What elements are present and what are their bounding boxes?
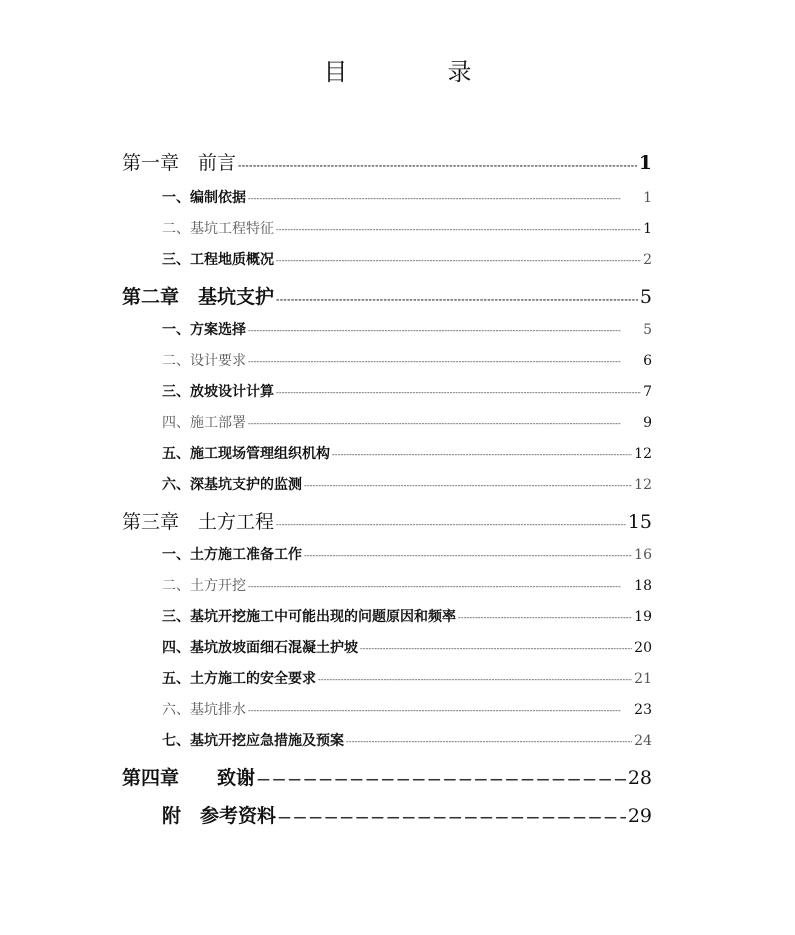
toc-page-number: 28 bbox=[627, 767, 652, 789]
toc-page-number: 23 bbox=[634, 702, 652, 718]
toc-entry-2-3[interactable] bbox=[162, 381, 652, 401]
title-char-2: 录 bbox=[447, 58, 472, 86]
toc-page-number: 2 bbox=[643, 252, 652, 268]
dot-leader bbox=[276, 383, 641, 399]
toc-entry-label: 附 参考资料 bbox=[162, 805, 277, 827]
toc-entry-chapter-3[interactable] bbox=[122, 507, 652, 534]
dot-leader bbox=[238, 151, 637, 173]
toc-entry-label: 第三章 土方工程 bbox=[122, 511, 275, 533]
toc-entry-label: 四、基坑放坡面细石混凝土护坡 bbox=[162, 640, 358, 656]
toc-entry-label: 第二章 基坑支护 bbox=[122, 286, 275, 308]
dot-leader bbox=[318, 670, 632, 686]
toc-page-number: 20 bbox=[634, 640, 652, 656]
toc-entry-3-3[interactable] bbox=[162, 606, 652, 626]
dot-leader bbox=[248, 701, 632, 717]
toc-page-number: 15 bbox=[627, 511, 652, 533]
toc-page-number: 24 bbox=[634, 733, 652, 749]
toc-page-number: 12 bbox=[634, 446, 652, 462]
toc-entry-appendix[interactable] bbox=[162, 801, 652, 828]
toc-entry-label: 二、土方开挖 bbox=[162, 578, 246, 594]
dash-leader bbox=[257, 766, 626, 788]
dot-leader bbox=[276, 285, 638, 307]
toc-page-number: 29 bbox=[627, 805, 652, 827]
dot-leader bbox=[346, 732, 632, 748]
dot-leader bbox=[332, 445, 632, 461]
toc-entry-label: 三、放坡设计计算 bbox=[162, 384, 274, 400]
toc-entry-1-2[interactable] bbox=[162, 218, 652, 238]
toc-entry-label: 七、基坑开挖应急措施及预案 bbox=[162, 733, 344, 749]
dot-leader bbox=[458, 608, 632, 624]
toc-page-number: 1 bbox=[643, 221, 652, 237]
dot-leader bbox=[304, 546, 632, 562]
toc-entry-label: 二、设计要求 bbox=[162, 353, 246, 369]
toc-page-number: 5 bbox=[643, 322, 652, 338]
toc-entry-chapter-2[interactable] bbox=[122, 282, 652, 309]
toc-page-number: 1 bbox=[643, 190, 652, 206]
toc-page-number: 7 bbox=[643, 384, 652, 400]
page-title bbox=[0, 52, 795, 87]
toc-page-number: 12 bbox=[634, 477, 652, 493]
toc-entry-3-5[interactable] bbox=[162, 668, 652, 688]
toc-entry-label: 二、基坑工程特征 bbox=[162, 221, 274, 237]
toc-entry-1-3[interactable] bbox=[162, 249, 652, 269]
toc-entry-label: 五、施工现场管理组织机构 bbox=[162, 446, 330, 462]
toc-entry-label: 第四章 致谢 bbox=[122, 767, 256, 789]
toc-page-number: 16 bbox=[634, 547, 652, 563]
toc-entry-label: 五、土方施工的安全要求 bbox=[162, 671, 316, 687]
toc-entry-3-1[interactable] bbox=[162, 544, 652, 564]
toc-entry-2-4[interactable] bbox=[162, 412, 652, 432]
toc-entry-label: 一、方案选择 bbox=[162, 322, 246, 338]
toc-entry-3-6[interactable] bbox=[162, 699, 652, 719]
toc-entry-label: 四、施工部署 bbox=[162, 415, 246, 431]
toc-entry-chapter-1[interactable] bbox=[122, 148, 652, 175]
title-char-1: 目 bbox=[323, 58, 348, 86]
toc-entry-2-5[interactable] bbox=[162, 443, 652, 463]
toc-entry-2-1[interactable] bbox=[162, 319, 652, 339]
toc-entry-label: 一、编制依据 bbox=[162, 190, 246, 206]
toc-entry-label: 三、基坑开挖施工中可能出现的问题原因和频率 bbox=[162, 609, 456, 625]
toc-entry-chapter-4[interactable] bbox=[122, 763, 652, 790]
toc-page-number: 21 bbox=[634, 671, 652, 687]
toc-entry-label: 六、基坑排水 bbox=[162, 702, 246, 718]
dot-leader bbox=[276, 220, 641, 236]
toc-entry-1-1[interactable] bbox=[162, 187, 652, 207]
dot-leader bbox=[276, 510, 626, 532]
toc-entry-3-7[interactable] bbox=[162, 730, 652, 750]
toc-entry-label: 一、土方施工准备工作 bbox=[162, 547, 302, 563]
toc-page-number: 1 bbox=[638, 152, 652, 174]
toc-entry-2-2[interactable] bbox=[162, 350, 652, 370]
dot-leader bbox=[248, 189, 641, 205]
toc-entry-label: 第一章 前言 bbox=[122, 152, 237, 174]
toc-entry-3-4[interactable] bbox=[162, 637, 652, 657]
dot-leader bbox=[248, 352, 641, 368]
toc-page-number: 18 bbox=[634, 578, 652, 594]
toc-page-number: 9 bbox=[643, 415, 652, 431]
toc-entry-label: 六、深基坑支护的监测 bbox=[162, 477, 302, 493]
dot-leader bbox=[360, 639, 632, 655]
dot-leader bbox=[248, 414, 641, 430]
dot-leader bbox=[248, 577, 632, 593]
toc-entry-label: 三、工程地质概况 bbox=[162, 252, 274, 268]
dot-leader bbox=[248, 321, 641, 337]
toc-entry-3-2[interactable] bbox=[162, 575, 652, 595]
toc-page-number: 6 bbox=[643, 353, 652, 369]
dot-leader bbox=[304, 476, 632, 492]
dash-leader bbox=[278, 804, 626, 826]
dot-leader bbox=[276, 251, 641, 267]
toc-entry-2-6[interactable] bbox=[162, 474, 652, 494]
toc-page-number: 19 bbox=[634, 609, 652, 625]
toc-page-number: 5 bbox=[639, 286, 652, 308]
